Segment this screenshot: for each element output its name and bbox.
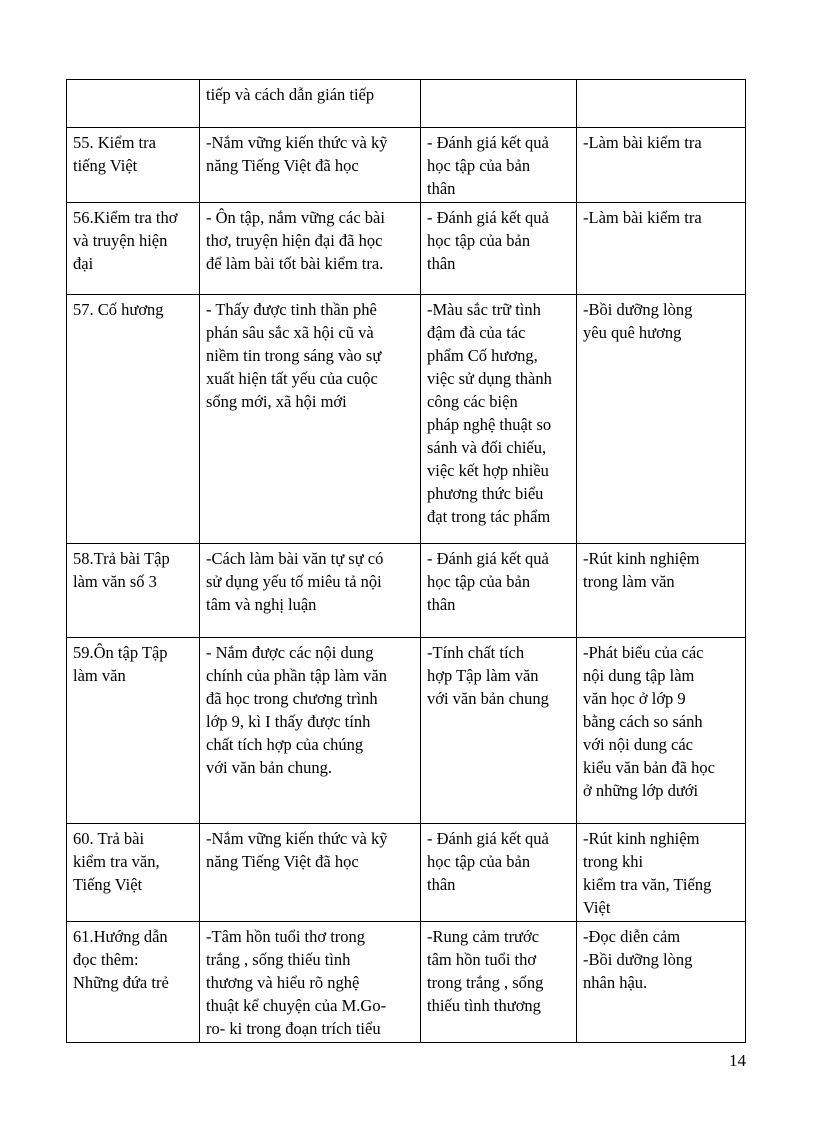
focus-cell: - Đánh giá kết quả học tập của bản thân bbox=[421, 128, 577, 203]
activity-cell: -Làm bài kiểm tra bbox=[577, 128, 746, 203]
focus-cell: -Tính chất tích hợp Tập làm văn với văn bản chung bbox=[421, 638, 577, 824]
lesson-cell: 57. Cố hương bbox=[67, 295, 200, 544]
lesson-cell: 58.Trả bài Tập làm văn số 3 bbox=[67, 544, 200, 638]
activity-cell: -Phát biểu của các nội dung tập làm văn học ở lớp 9 bằng cách so sánh với nội dung các kiểu văn bản đã học ở những lớp dưới bbox=[577, 638, 746, 824]
activity-cell: -Rút kinh nghiệm trong làm văn bbox=[577, 544, 746, 638]
focus-cell: - Đánh giá kết quả học tập của bản thân bbox=[421, 824, 577, 922]
lesson-plan-table bbox=[66, 79, 746, 1043]
lesson-cell: 55. Kiểm tra tiếng Việt bbox=[67, 128, 200, 203]
objective-cell: - Thấy được tinh thần phê phán sâu sắc xã hội cũ và niềm tin trong sáng vào sự xuất hiện tất yếu của cuộc sống mới, xã hội mới bbox=[200, 295, 421, 544]
objective-cell: -Nắm vững kiến thức và kỹ năng Tiếng Việt đã học bbox=[200, 824, 421, 922]
page-number: 14 bbox=[729, 1051, 746, 1070]
table-row bbox=[67, 824, 746, 922]
lesson-cell: 61.Hướng dẫn đọc thêm: Những đứa trẻ bbox=[67, 922, 200, 1043]
focus-cell: - Đánh giá kết quả học tập của bản thân bbox=[421, 544, 577, 638]
table-row bbox=[67, 922, 746, 1043]
lesson-cell: 60. Trả bài kiểm tra văn, Tiếng Việt bbox=[67, 824, 200, 922]
objective-cell: -Cách làm bài văn tự sự có sử dụng yếu tố miêu tả nội tâm và nghị luận bbox=[200, 544, 421, 638]
table-row bbox=[67, 203, 746, 295]
focus-cell: -Rung cảm trước tâm hồn tuổi thơ trong trắng , sống thiếu tình thương bbox=[421, 922, 577, 1043]
table-row bbox=[67, 544, 746, 638]
table-row bbox=[67, 128, 746, 203]
table-row bbox=[67, 638, 746, 824]
focus-cell: - Đánh giá kết quả học tập của bản thân bbox=[421, 203, 577, 295]
objective-cell: tiếp và cách dẫn gián tiếp bbox=[200, 80, 421, 128]
lesson-cell: 59.Ôn tập Tập làm văn bbox=[67, 638, 200, 824]
activity-cell: -Làm bài kiểm tra bbox=[577, 203, 746, 295]
objective-cell: -Nắm vững kiến thức và kỹ năng Tiếng Việt đã học bbox=[200, 128, 421, 203]
lesson-cell bbox=[67, 80, 200, 128]
table-row bbox=[67, 80, 746, 128]
table-row bbox=[67, 295, 746, 544]
lesson-cell: 56.Kiểm tra thơ và truyện hiện đại bbox=[67, 203, 200, 295]
focus-cell bbox=[421, 80, 577, 128]
focus-cell: -Màu sắc trữ tình đậm đà của tác phẩm Cố hương, việc sử dụng thành công các biện pháp nghệ thuật so sánh và đối chiếu, việc kết hợp nhiều phương thức biểu đạt trong tác phẩm bbox=[421, 295, 577, 544]
activity-cell: -Bồi dưỡng lòng yêu quê hương bbox=[577, 295, 746, 544]
objective-cell: -Tâm hồn tuổi thơ trong trắng , sống thiếu tình thương và hiểu rõ nghệ thuật kể chuyện của M.Go- ro- ki trong đoạn trích tiểu bbox=[200, 922, 421, 1043]
activity-cell: -Đọc diễn cảm -Bồi dưỡng lòng nhân hậu. bbox=[577, 922, 746, 1043]
lesson-plan-body bbox=[67, 80, 746, 1043]
activity-cell bbox=[577, 80, 746, 128]
objective-cell: - Nắm được các nội dung chính của phần tập làm văn đã học trong chương trình lớp 9, kì I thấy được tính chất tích hợp của chúng với văn bản chung. bbox=[200, 638, 421, 824]
objective-cell: - Ôn tập, nắm vững các bài thơ, truyện hiện đại đã học để làm bài tốt bài kiểm tra. bbox=[200, 203, 421, 295]
activity-cell: -Rút kinh nghiệm trong khi kiểm tra văn, Tiếng Việt bbox=[577, 824, 746, 922]
